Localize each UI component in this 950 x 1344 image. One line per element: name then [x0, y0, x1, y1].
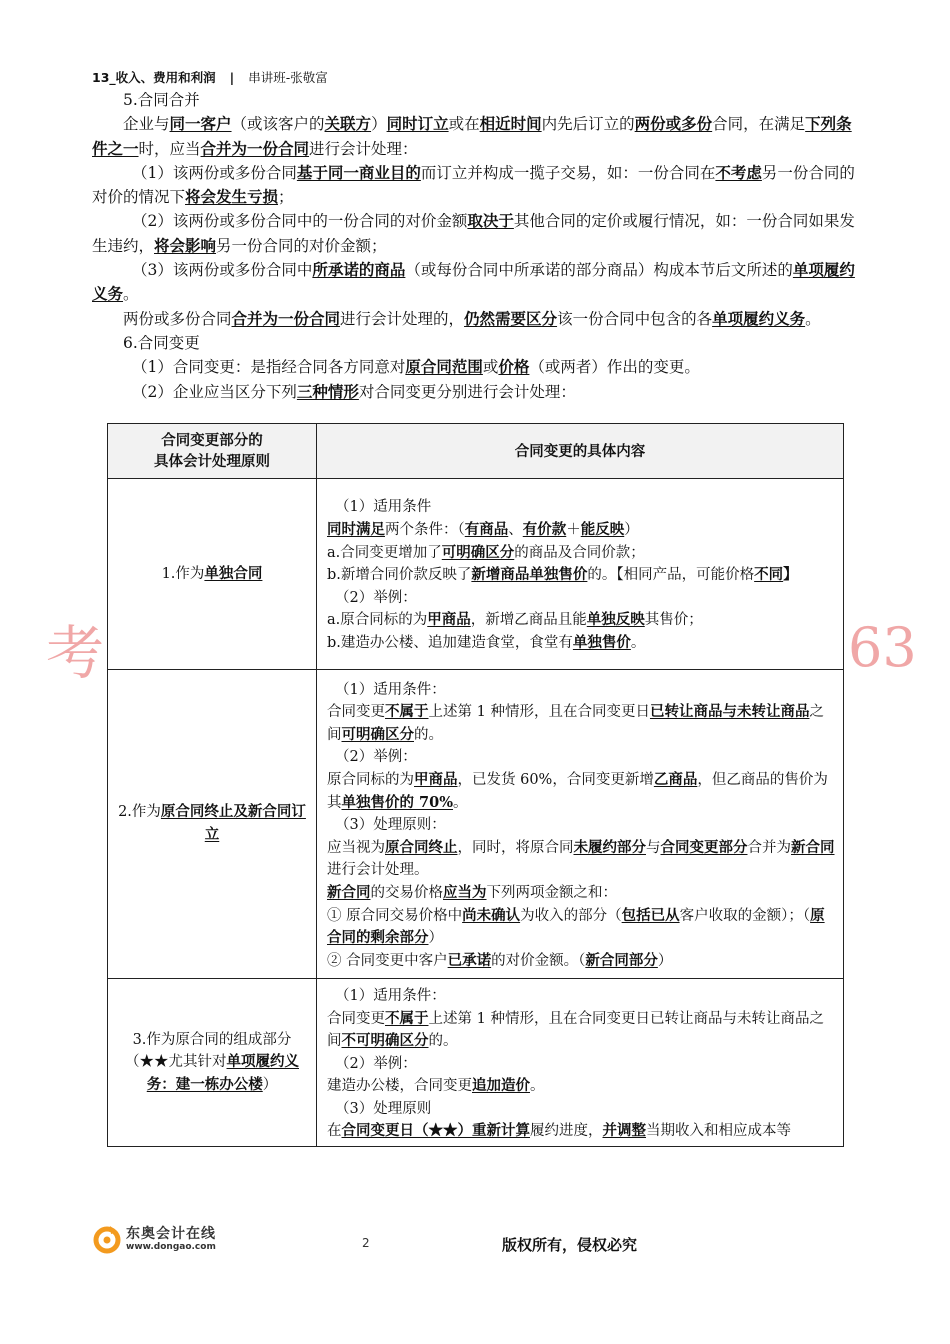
case-2-content: （1）适用条件： 合同变更不属于上述第 1 种情形，且在合同变更日已转让商品与未转让商品之间可明确区分的。 （2）举例： 原合同标的为甲商品，已发货 60%，合同变更新增乙商品，但乙商品的售价为其单独售价的 70%。 （3）处理原则： 应当视为原合同终止，同时，将原合同未履约部分与合同变更部分合并为新合同进行会计处理。 新合同的交易价格应当为下列两项金额之和： ① 原合同交易价格中尚未确认为收入的部分（包括已从客户收取的金额）；（原合同的剩余部分） ② 合同变更中客户已承诺的对价金额。（新合同部分）	[317, 670, 844, 979]
logo-name: 东奥会计在线	[126, 1225, 216, 1242]
page-number: 2	[362, 1236, 370, 1250]
table-row	[108, 479, 844, 670]
chapter-title: 13_收入、费用和利润	[92, 70, 216, 85]
contract-change-table	[107, 423, 844, 1147]
condition-2: （2）该两份或多份合同中的一份合同的对价金额取决于其他合同的定价或履行情况，如：一份合同如果发生违约，将会影响另一份合同的对价金额；	[92, 211, 855, 255]
watermark-left: 考	[46, 619, 105, 687]
case-3-content: （1）适用条件： 合同变更不属于上述第 1 种情形，且在合同变更日已转让商品与未转让商品之间不可明确区分的。 （2）举例： 建造办公楼，合同变更追加造价。 （3）处理原则 在合同变更日（★★）重新计算履约进度，并调整当期收入和相应成本等	[317, 979, 844, 1147]
table-row	[108, 670, 844, 979]
section-6-title: 6.合同变更	[123, 333, 200, 352]
page-header	[92, 68, 328, 86]
section-5-title: 5.合同合并	[123, 91, 200, 109]
logo-url: www.dongao.com	[126, 1241, 216, 1252]
header-principle: 合同变更部分的 具体会计处理原则	[108, 424, 317, 479]
case-1-content: （1）适用条件 同时满足两个条件：（有商品、有价款＋能反映） a.合同变更增加了可明确区分的商品及合同价款； b.新增合同价款反映了新增商品单独售价的。【相同产品，可能价格不同】 （2）举例： a.原合同标的为甲商品，新增乙商品且能单独反映其售价； b.建造办公楼、追加建造食堂，食堂有单独售价。	[317, 479, 844, 670]
contract-change-definition: （1）合同变更：是指经合同各方同意对原合同范围或价格（或两者）作出的变更。	[132, 357, 700, 377]
dongao-logo	[92, 1224, 216, 1254]
dongao-logo-icon	[92, 1224, 122, 1254]
case-2-label: 2.作为原合同终止及新合同订立	[108, 670, 317, 979]
section-5-intro: 企业与同一客户（或该客户的关联方）同时订立或在相近时间内先后订立的两份或多份合同，在满足下列条件之一时，应当合并为一份合同进行会计处理：	[92, 114, 852, 158]
watermark-right: 63	[848, 616, 917, 679]
document-body	[92, 88, 860, 404]
table-header-row	[108, 424, 844, 479]
header-separator: |	[229, 70, 235, 85]
case-3-label: 3.作为原合同的组成部分 （★★尤其针对单项履约义务：建一栋办公楼）	[108, 979, 317, 1147]
case-1-label: 1.作为单独合同	[108, 479, 317, 670]
merge-note: 两份或多份合同合并为一份合同进行会计处理的，仍然需要区分该一份合同中包含的各单项履约义务。	[123, 308, 821, 328]
course-name: 串讲班-张敬富	[248, 70, 328, 85]
condition-1: （1）该两份或多份合同基于同一商业目的而订立并构成一揽子交易，如：一份合同在不考虑另一份合同的对价的情况下将会发生亏损；	[92, 162, 855, 207]
contract-change-cases-intro: （2）企业应当区分下列三种情形对合同变更分别进行会计处理：	[132, 381, 576, 401]
copyright-notice: 版权所有，侵权必究	[502, 1236, 638, 1254]
condition-3: （3）该两份或多份合同中所承诺的商品（或每份合同中所承诺的部分商品）构成本节后文所述的单项履约义务。	[92, 260, 855, 304]
header-content: 合同变更的具体内容	[317, 424, 844, 479]
table-row	[108, 979, 844, 1147]
